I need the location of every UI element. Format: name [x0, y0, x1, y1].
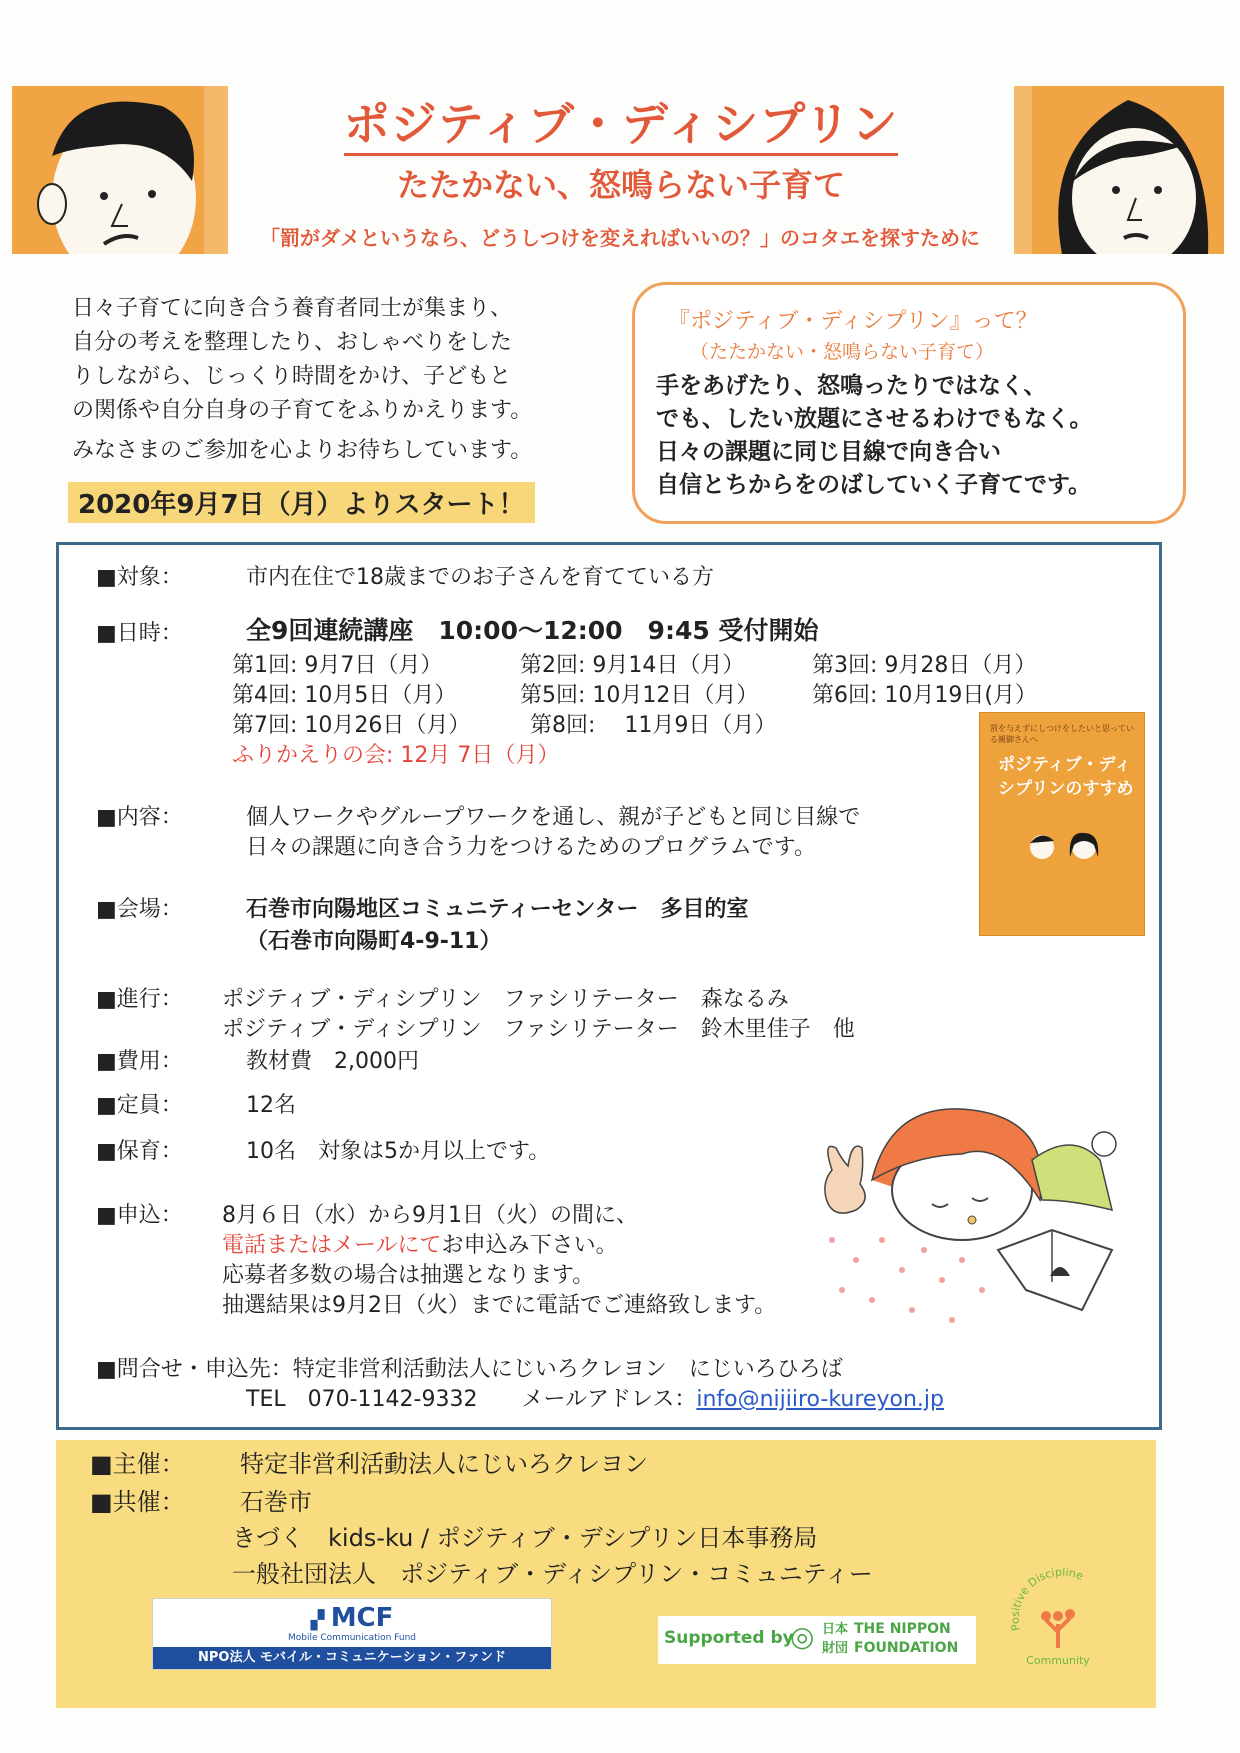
intro-line: 自分の考えを整理したり、おしゃべりをした	[72, 330, 513, 355]
intro-line: の関係や自分自身の子育てをふりかえります。	[72, 398, 533, 423]
session-item: 第6回: 10月19日(月）	[812, 683, 1037, 708]
facilitator-label: ■進行：	[96, 987, 183, 1012]
content-line: 日々の課題に向き合う力をつけるためのプログラムです。	[246, 835, 817, 860]
cohost-value: 石巻市	[240, 1488, 312, 1516]
target-value: 市内在住で18歳までのお子さんを育てている方	[246, 565, 714, 590]
pdc-community-text: Community	[1026, 1654, 1090, 1667]
childcare-label: ■保育：	[96, 1139, 183, 1164]
tree-icon	[1041, 1609, 1075, 1648]
father-face-illustration	[12, 86, 204, 254]
tagline: 「罰がダメというなら、どうしつけを変えればいいの？」のコタエを探すために	[260, 226, 980, 250]
positive-discipline-community-logo	[1000, 1568, 1120, 1668]
capacity-label: ■定員：	[96, 1093, 183, 1118]
nippon-foundation-logo	[658, 1616, 976, 1664]
facilitator-line: ポジティブ・ディシプリン ファシリテーター 森なるみ	[222, 987, 789, 1012]
content-label: ■内容：	[96, 805, 183, 830]
fee-value: 教材費 2,000円	[246, 1049, 419, 1074]
content-line: 個人ワークやグループワークを通し、親が子どもと同じ目線で	[246, 805, 861, 830]
capacity-value: 12名	[246, 1093, 296, 1118]
about-line: 日々の課題に同じ目線で向き合い	[656, 439, 1001, 465]
cohost-value: きづく kids-ku / ポジティブ・デシプリン日本事務局	[232, 1524, 818, 1552]
mcf-fullname: Mobile Communication Fund	[288, 1633, 416, 1643]
datetime-headline: 全9回連続講座 10:00～12:00 9:45 受付開始	[246, 616, 819, 645]
about-line: 手をあげたり、怒鳴ったりではなく、	[656, 373, 1047, 399]
nippon-foundation-icon: ◎	[790, 1620, 815, 1653]
supported-by-text: Supported by	[664, 1628, 794, 1648]
apply-line: 抽選結果は9月2日（火）までに電話でご連絡致します。	[222, 1293, 777, 1318]
about-line: 自信とちからをのばしていく子育てです。	[656, 472, 1092, 498]
child-reading-illustration	[812, 1100, 1134, 1340]
session-item: 第1回: 9月7日（月）	[232, 653, 443, 678]
datetime-label: ■日時：	[96, 621, 183, 646]
book-cover-image	[979, 712, 1145, 936]
mcf-squares-icon: ▞	[310, 1610, 331, 1631]
intro-line: 日々子育てに向き合う養育者同士が集まり、	[72, 296, 513, 321]
mcf-logo-name	[153, 1603, 551, 1633]
contact-line: ■問合せ・申込先：特定非営利活動法人にじいろクレヨン にじいろひろば	[96, 1357, 843, 1382]
nippon-jp-text: 日本財団	[822, 1622, 849, 1656]
about-box-subtitle: （たたかない・怒鳴らない子育て）	[690, 341, 995, 363]
mcf-logo-text: MCF	[330, 1603, 394, 1633]
pdc-arc-text: Positive Discipline	[1008, 1568, 1086, 1632]
host-label: ■主催：	[90, 1450, 185, 1478]
mother-face-illustration	[1032, 86, 1224, 254]
target-label: ■対象：	[96, 565, 183, 590]
venue-name: 石巻市向陽地区コミュニティーセンター 多目的室	[246, 897, 749, 922]
apply-method: 電話またはメールにて	[222, 1233, 442, 1258]
about-box-title: 『ポジティブ・ディシプリン』って？	[668, 309, 1038, 334]
about-line: でも、したい放題にさせるわけでもなく。	[656, 406, 1093, 432]
intro-line: りしながら、じっくり時間をかけ、子どもと	[72, 364, 512, 389]
session-item: 第8回: 11月9日（月）	[530, 713, 777, 738]
review-session: ふりかえりの会: 12月 7日（月）	[232, 743, 560, 768]
session-item: 第2回: 9月14日（月）	[520, 653, 745, 678]
contact-tel: TEL 070-1142-9332 メールアドレス：	[246, 1387, 697, 1412]
page-subtitle: たたかない、怒鳴らない子育て	[396, 166, 845, 204]
intro-invitation: みなさまのご参加を心よりお待ちしています。	[72, 438, 533, 463]
venue-label: ■会場：	[96, 897, 183, 922]
book-tagline: 罰を与えずにしつけをしたいと思っている親御さんへ	[990, 724, 1134, 744]
apply-label: ■申込：	[96, 1203, 183, 1228]
intro-text	[72, 292, 612, 474]
session-item: 第4回: 10月5日（月）	[232, 683, 457, 708]
session-item: 第5回: 10月12日（月）	[520, 683, 759, 708]
venue-address: （石巻市向陽町4-9-11）	[246, 929, 502, 954]
apply-line: 応募者多数の場合は抽選となります。	[222, 1263, 595, 1288]
apply-line	[222, 1228, 618, 1259]
page-title: ポジティブ・ディシプリン	[228, 88, 1014, 154]
contact-email-link[interactable]: info@nijiiro-kureyon.jp	[696, 1387, 944, 1412]
apply-line: 8月６日（水）から9月1日（火）の間に、	[222, 1203, 638, 1228]
childcare-value: 10名 対象は5か月以上です。	[246, 1139, 551, 1164]
mcf-logo	[152, 1598, 552, 1670]
book-faces-icon	[1024, 827, 1104, 867]
host-value: 特定非営利活動法人にじいろクレヨン	[240, 1450, 648, 1478]
cohost-label: ■共催：	[90, 1488, 185, 1516]
about-box-body	[656, 370, 1176, 502]
cohost-value: 一般社団法人 ポジティブ・ディシプリン・コミュニティー	[232, 1560, 873, 1588]
book-title: ポジティブ・ディシプリンのすすめ	[998, 755, 1134, 799]
mcf-band-text: NPO法人 モバイル・コミュニケーション・ファンド	[153, 1647, 551, 1669]
start-date-banner: 2020年9月7日（月）よりスタート！	[68, 482, 535, 523]
fee-label: ■費用：	[96, 1049, 183, 1074]
apply-instruction: お申込み下さい。	[441, 1233, 618, 1258]
contact-info	[246, 1382, 944, 1413]
intro-paragraph	[72, 292, 612, 428]
session-item: 第3回: 9月28日（月）	[812, 653, 1037, 678]
nippon-en-text: THE NIPPON FOUNDATION	[854, 1621, 959, 1656]
session-item: 第7回: 10月26日（月）	[232, 713, 471, 738]
facilitator-line: ポジティブ・ディシプリン ファシリテーター 鈴木里佳子 他	[222, 1017, 855, 1042]
